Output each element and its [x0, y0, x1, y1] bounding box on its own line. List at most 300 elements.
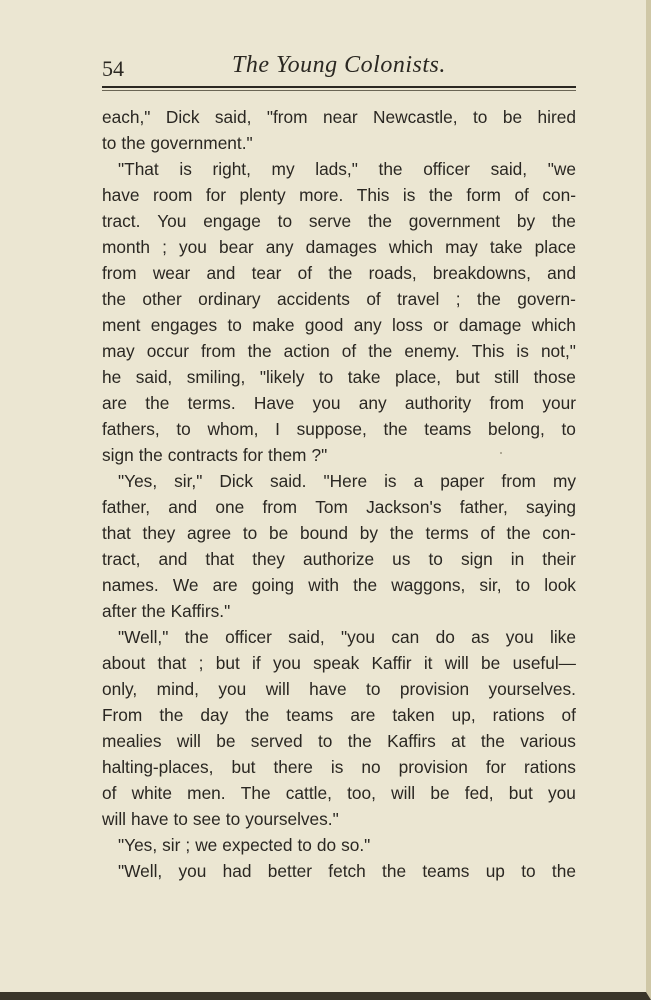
word: the	[382, 861, 407, 881]
word: con-	[542, 185, 576, 205]
word: month	[102, 237, 151, 257]
text-line	[102, 416, 576, 442]
word: from	[501, 471, 536, 491]
word: of	[514, 185, 529, 205]
word: paper	[440, 471, 485, 491]
word: it	[423, 653, 433, 673]
word: useful—	[512, 653, 576, 673]
word: waggons,	[391, 575, 466, 595]
word: but	[455, 367, 480, 387]
word: We	[172, 575, 199, 595]
word: up	[485, 861, 505, 881]
word: will	[265, 679, 290, 699]
word: any	[353, 315, 382, 335]
word: men.	[187, 783, 226, 803]
word: This	[356, 185, 390, 205]
word: to	[173, 809, 188, 829]
word: each,"	[102, 107, 151, 127]
word: other	[142, 289, 182, 309]
word: damages	[305, 237, 377, 257]
word: agree	[186, 523, 232, 543]
word: of	[341, 341, 357, 361]
word: too,	[347, 783, 376, 803]
word: that	[205, 549, 235, 569]
word: be	[269, 523, 289, 543]
word: he	[102, 367, 122, 387]
word: Tom	[315, 497, 348, 517]
word: "Well,	[118, 861, 163, 881]
word: "you	[341, 627, 376, 647]
word: accidents	[276, 289, 350, 309]
word: damage	[458, 315, 522, 335]
word: my	[552, 471, 576, 491]
word: look	[544, 575, 576, 595]
word: Dick	[219, 471, 253, 491]
word: the	[141, 601, 166, 621]
word: halting-places,	[102, 757, 214, 777]
word: no	[361, 757, 381, 777]
text-line	[102, 312, 576, 338]
word: the	[121, 133, 146, 153]
word: Newcastle,	[373, 107, 458, 127]
word: do	[316, 835, 337, 855]
text-line	[102, 338, 576, 364]
word: rations	[492, 705, 545, 725]
word: said,	[490, 159, 528, 179]
text-line	[102, 208, 576, 234]
text-line	[102, 182, 576, 208]
word: terms.	[187, 393, 236, 413]
word: right,	[212, 159, 251, 179]
word: travel	[397, 289, 440, 309]
word: the	[389, 523, 414, 543]
text-line	[102, 598, 576, 624]
word: if	[252, 653, 261, 673]
word: tract,	[102, 549, 141, 569]
text-line	[102, 806, 576, 832]
word: after	[102, 601, 137, 621]
word: day	[200, 705, 229, 725]
word: the	[138, 445, 163, 465]
word: to	[366, 679, 381, 699]
word: form	[466, 185, 501, 205]
word: Kaffirs."	[170, 601, 231, 621]
word: belong,	[488, 419, 545, 439]
word: from	[102, 263, 137, 283]
word: the	[347, 731, 372, 751]
word: be	[502, 107, 523, 127]
word: teams	[286, 705, 334, 725]
text-line	[102, 728, 576, 754]
word: from	[262, 497, 297, 517]
word: occur	[146, 341, 189, 361]
word: by	[359, 523, 378, 543]
word: had	[222, 861, 252, 881]
word: con-	[542, 523, 576, 543]
word: and	[206, 263, 236, 283]
word: the	[551, 211, 576, 231]
word: be	[216, 731, 236, 751]
word: going	[251, 575, 295, 595]
word: the	[159, 705, 184, 725]
word: white	[131, 783, 172, 803]
word: may	[102, 341, 135, 361]
word: by	[516, 211, 536, 231]
word: so."	[341, 835, 371, 855]
word: expected	[222, 835, 293, 855]
word: we	[195, 835, 218, 855]
word: more.	[299, 185, 344, 205]
word: to	[102, 133, 117, 153]
word: tract.	[102, 211, 141, 231]
text-line	[102, 572, 576, 598]
word: the	[102, 289, 127, 309]
word: is	[516, 341, 529, 361]
word: to	[428, 549, 443, 569]
word: sign	[102, 445, 134, 465]
word: be	[481, 653, 501, 673]
word: from	[489, 393, 525, 413]
word: about	[102, 653, 146, 673]
word: only,	[102, 679, 138, 699]
word: Dick	[165, 107, 200, 127]
text-line	[102, 754, 576, 780]
word: served	[250, 731, 303, 751]
word: with	[308, 575, 339, 595]
word: their	[542, 549, 576, 569]
word: will	[444, 653, 469, 673]
word: said,	[214, 107, 252, 127]
word: "likely	[259, 367, 305, 387]
word: to	[176, 419, 191, 439]
word: and	[168, 497, 198, 517]
word: to	[515, 575, 531, 595]
word: the	[145, 393, 170, 413]
word: your	[542, 393, 576, 413]
word: the	[184, 627, 209, 647]
word: "Well,"	[118, 627, 169, 647]
word: up,	[451, 705, 476, 725]
word: Jackson's	[366, 497, 442, 517]
word: and	[547, 263, 576, 283]
word: the	[476, 289, 501, 309]
word: but	[508, 783, 533, 803]
word: government	[408, 211, 501, 231]
word: engages	[150, 315, 218, 335]
word: place	[534, 237, 576, 257]
header-rule-thin	[102, 90, 576, 91]
word: the	[551, 861, 576, 881]
word: Have	[253, 393, 295, 413]
word: ;	[185, 835, 191, 855]
word: us	[392, 549, 411, 569]
word: ;	[162, 237, 167, 257]
word: suppose,	[296, 419, 367, 439]
word: "Here	[323, 471, 368, 491]
word: provision	[398, 757, 468, 777]
word: are	[350, 705, 376, 725]
word: not,"	[540, 341, 576, 361]
word: ;	[455, 289, 461, 309]
word: to	[277, 211, 293, 231]
text-line	[102, 234, 576, 260]
text-line	[102, 390, 576, 416]
word: The	[240, 783, 271, 803]
text-line	[102, 260, 576, 286]
word: bear	[219, 237, 254, 257]
word: to	[297, 835, 312, 855]
word: plenty	[239, 185, 286, 205]
word: the	[480, 731, 505, 751]
word: take	[489, 237, 523, 257]
word: to	[521, 861, 536, 881]
header-rule	[102, 86, 576, 88]
word: or	[433, 315, 449, 335]
word: is	[179, 159, 192, 179]
word: the	[367, 211, 392, 231]
word: breakdowns,	[432, 263, 531, 283]
word: will	[176, 731, 201, 751]
word: This	[471, 341, 505, 361]
word: see	[192, 809, 221, 829]
word: taken	[392, 705, 435, 725]
word: the	[428, 185, 453, 205]
word: as	[471, 627, 490, 647]
word: to	[473, 107, 488, 127]
word: you	[548, 783, 576, 803]
word: those	[533, 367, 576, 387]
word: the	[378, 159, 403, 179]
word: ment	[102, 315, 141, 335]
word: have	[131, 809, 169, 829]
word: can	[391, 627, 420, 647]
word: yourselves."	[245, 809, 339, 829]
word: I	[275, 419, 280, 439]
word: a	[413, 471, 424, 491]
word: you	[218, 679, 247, 699]
word: are	[212, 575, 238, 595]
text-line	[102, 468, 576, 494]
word: to	[561, 419, 576, 439]
word: said.	[269, 471, 307, 491]
word: contracts	[167, 445, 238, 465]
page-header	[102, 52, 576, 82]
word: wear	[152, 263, 191, 283]
word: mealies	[102, 731, 162, 751]
word: which	[388, 237, 434, 257]
word: make	[252, 315, 295, 335]
word: which	[531, 315, 576, 335]
word: teams	[424, 419, 472, 439]
word: Kaffir	[371, 653, 412, 673]
word: are	[102, 393, 127, 413]
word: said,	[288, 627, 325, 647]
text-line	[102, 624, 576, 650]
paper-speck	[500, 452, 502, 454]
word: "we	[547, 159, 576, 179]
text-line	[102, 156, 576, 182]
word: the	[247, 341, 272, 361]
word: father,	[102, 497, 151, 517]
word: lads,"	[315, 159, 358, 179]
word: "from	[266, 107, 308, 127]
word: to	[227, 315, 242, 335]
text-line	[102, 546, 576, 572]
word: govern-	[517, 289, 576, 309]
word: in	[510, 549, 525, 569]
word: authorize	[303, 549, 375, 569]
word: You	[157, 211, 187, 231]
word: sign	[460, 549, 493, 569]
word: sir,	[479, 575, 502, 595]
word: action	[283, 341, 330, 361]
word: you	[272, 653, 301, 673]
word: at	[451, 731, 466, 751]
text-line	[102, 832, 576, 858]
word: serve	[308, 211, 352, 231]
word: any	[358, 393, 387, 413]
word: father,	[459, 497, 508, 517]
word: to	[242, 523, 258, 543]
word: tear	[251, 263, 282, 283]
word: teams	[422, 861, 470, 881]
word: enemy.	[404, 341, 460, 361]
word: the	[368, 341, 393, 361]
word: fed,	[464, 783, 494, 803]
word: but	[231, 757, 256, 777]
word: "That	[118, 159, 159, 179]
word: sir	[162, 835, 181, 855]
text-line	[102, 676, 576, 702]
word: and	[158, 549, 188, 569]
word: ?"	[311, 445, 328, 465]
word: said,	[135, 367, 173, 387]
word: there	[273, 757, 313, 777]
text-line	[102, 286, 576, 312]
word: terms	[425, 523, 469, 543]
word: loss	[392, 315, 423, 335]
word: the	[383, 419, 408, 439]
word: yourselves.	[488, 679, 576, 699]
word: smiling,	[186, 367, 246, 387]
word: is	[402, 185, 416, 205]
word: will	[102, 809, 126, 829]
word: have	[309, 679, 347, 699]
word: to	[225, 809, 241, 829]
word: good	[304, 315, 344, 335]
word: take	[347, 367, 381, 387]
body-text	[102, 104, 576, 884]
word: of	[366, 289, 381, 309]
word: ;	[198, 653, 204, 673]
word: to	[317, 731, 333, 751]
word: cattle,	[285, 783, 332, 803]
text-line	[102, 702, 576, 728]
word: from	[200, 341, 236, 361]
text-line	[102, 104, 576, 130]
word: is	[330, 757, 344, 777]
word: of	[297, 263, 313, 283]
word: like	[550, 627, 576, 647]
page-number: 54	[102, 56, 124, 81]
word: of	[480, 523, 495, 543]
text-line	[102, 520, 576, 546]
word: you	[312, 393, 341, 413]
word: roads,	[368, 263, 417, 283]
word: rations	[524, 757, 576, 777]
word: saying	[525, 497, 576, 517]
word: sir,"	[174, 471, 203, 491]
word: various	[520, 731, 576, 751]
word: for	[205, 185, 226, 205]
word: speak	[313, 653, 360, 673]
word: better	[267, 861, 312, 881]
text-line	[102, 650, 576, 676]
word: ordinary	[198, 289, 261, 309]
word: that	[102, 523, 131, 543]
word: From	[102, 705, 143, 725]
word: "Yes,	[118, 471, 158, 491]
word: the	[328, 263, 353, 283]
word: officer	[423, 159, 470, 179]
text-line	[102, 130, 576, 156]
text-line	[102, 780, 576, 806]
word: authority	[404, 393, 472, 413]
word: whom,	[207, 419, 259, 439]
word: for	[485, 757, 507, 777]
word: them	[268, 445, 307, 465]
word: mind,	[156, 679, 199, 699]
word: bound	[299, 523, 349, 543]
word: government."	[150, 133, 253, 153]
word: have	[102, 185, 140, 205]
word: you	[178, 861, 207, 881]
text-line	[102, 494, 576, 520]
word: engage	[203, 211, 261, 231]
word: the	[506, 523, 531, 543]
word: still	[494, 367, 520, 387]
word: place,	[394, 367, 442, 387]
word: of	[102, 783, 117, 803]
word: names.	[102, 575, 159, 595]
word: "Yes,	[118, 835, 158, 855]
word: they	[252, 549, 285, 569]
running-head: The Young Colonists.	[232, 52, 446, 78]
word: to	[318, 367, 334, 387]
word: any	[265, 237, 294, 257]
word: you	[179, 237, 207, 257]
word: the	[245, 705, 270, 725]
word: is	[384, 471, 397, 491]
word: may	[445, 237, 478, 257]
word: but	[215, 653, 240, 673]
word: Kaffirs	[387, 731, 436, 751]
word: room	[152, 185, 193, 205]
word: for	[242, 445, 264, 465]
word: near	[323, 107, 358, 127]
word: one	[215, 497, 245, 517]
word: the	[353, 575, 378, 595]
word: that	[157, 653, 187, 673]
word: hired	[537, 107, 576, 127]
word: my	[271, 159, 295, 179]
text-line	[102, 364, 576, 390]
word: fathers,	[102, 419, 160, 439]
word: provision	[399, 679, 470, 699]
word: officer	[225, 627, 272, 647]
word: of	[561, 705, 576, 725]
word: they	[142, 523, 176, 543]
